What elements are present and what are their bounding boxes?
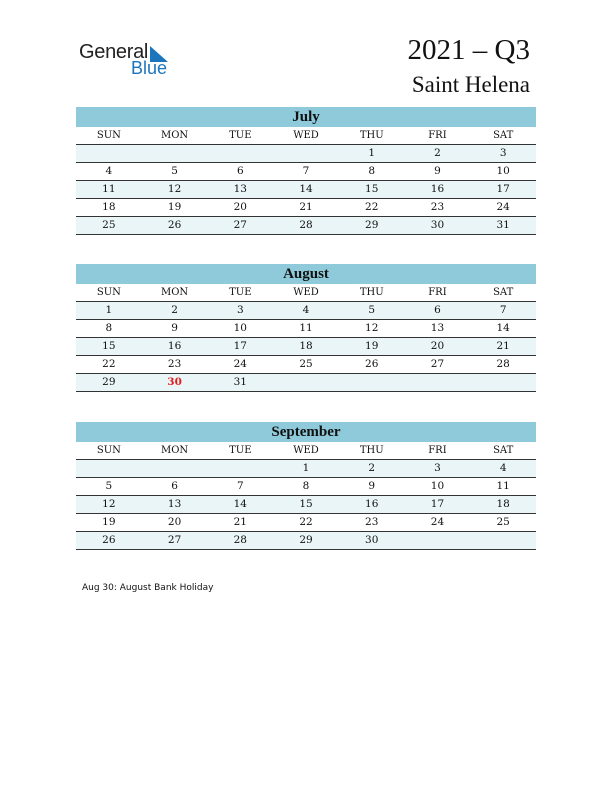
date-cell: 24	[233, 358, 247, 370]
date-cell: 23	[167, 358, 182, 370]
date-cell: 9	[368, 480, 376, 492]
date-cell	[273, 374, 339, 391]
weekday-label: MON	[160, 445, 189, 456]
date-cell: 25	[496, 516, 510, 528]
date-cell: 6	[434, 304, 441, 316]
date-cell: 31	[233, 376, 247, 388]
date-cell: 13	[233, 183, 247, 195]
weekday-label: SAT	[493, 445, 514, 456]
weekday-label: SAT	[493, 130, 514, 141]
date-cell: 7	[236, 480, 244, 492]
date-cell	[273, 145, 339, 162]
date-cell: 27	[233, 219, 247, 231]
weekday-label: MON	[160, 130, 189, 141]
week-row	[76, 145, 536, 163]
week-row	[76, 532, 536, 550]
week-row	[76, 338, 536, 356]
date-cell	[207, 460, 273, 477]
date-cell: 14	[233, 498, 247, 510]
holiday-date-cell: 30	[167, 376, 182, 388]
weekday-label: FRI	[428, 130, 447, 141]
date-cell	[470, 532, 536, 549]
date-cell: 18	[102, 201, 116, 213]
week-row	[76, 460, 536, 478]
date-cell: 4	[302, 304, 310, 316]
date-cell: 10	[430, 480, 445, 492]
date-cell: 16	[167, 340, 182, 352]
month-title: September	[76, 422, 536, 442]
date-cell: 19	[167, 201, 182, 213]
week-row	[76, 181, 536, 199]
weekday-label: THU	[359, 130, 384, 141]
date-cell: 14	[496, 322, 510, 334]
weekday-label: TUE	[229, 445, 252, 456]
date-cell: 1	[368, 147, 376, 159]
date-cell	[142, 145, 208, 162]
date-cell: 30	[430, 219, 445, 231]
date-cell: 23	[430, 201, 445, 213]
date-cell: 26	[365, 358, 379, 370]
week-row	[76, 374, 536, 392]
weekday-label: FRI	[428, 445, 447, 456]
date-cell: 4	[499, 462, 507, 474]
date-cell: 18	[496, 498, 510, 510]
week-row	[76, 478, 536, 496]
week-row	[76, 356, 536, 374]
date-cell	[339, 374, 405, 391]
date-cell: 10	[496, 165, 510, 177]
date-cell: 25	[299, 358, 313, 370]
date-cell: 12	[167, 183, 182, 195]
date-cell: 27	[430, 358, 445, 370]
date-cell: 18	[299, 340, 313, 352]
date-cell: 19	[365, 340, 379, 352]
date-cell: 15	[102, 340, 116, 352]
date-cell	[142, 460, 208, 477]
date-cell: 7	[302, 165, 310, 177]
weekday-label: SUN	[96, 130, 121, 141]
date-cell: 15	[365, 183, 379, 195]
date-cell: 1	[105, 304, 113, 316]
date-cell: 9	[171, 322, 178, 334]
date-cell: 6	[236, 165, 244, 177]
brand-name-blue: Blue	[131, 58, 168, 78]
page-title: 2021 – Q3	[407, 34, 530, 66]
date-cell: 23	[365, 516, 379, 528]
date-cell: 7	[499, 304, 507, 316]
date-cell: 21	[233, 516, 247, 528]
date-cell: 29	[365, 219, 379, 231]
date-cell: 5	[105, 480, 113, 492]
brand-name-general: General	[79, 41, 149, 63]
week-row	[76, 496, 536, 514]
weekday-label: MON	[160, 287, 189, 298]
weekday-label: SAT	[493, 287, 514, 298]
date-cell: 29	[299, 534, 313, 546]
date-cell: 24	[430, 516, 445, 528]
date-cell: 8	[302, 480, 310, 492]
date-cell: 3	[236, 304, 244, 316]
date-cell: 16	[430, 183, 445, 195]
date-cell: 12	[365, 322, 379, 334]
holiday-notes	[82, 583, 213, 593]
date-cell: 27	[167, 534, 182, 546]
date-cell: 26	[167, 219, 182, 231]
weekday-header-row	[76, 127, 536, 145]
week-row	[76, 217, 536, 235]
date-cell: 21	[496, 340, 510, 352]
month-calendar-september	[76, 422, 536, 550]
weekday-label: TUE	[229, 130, 252, 141]
date-cell	[207, 145, 273, 162]
date-cell: 11	[496, 480, 510, 492]
weekday-label: TUE	[229, 287, 252, 298]
weekday-label: THU	[359, 287, 384, 298]
weekday-label: WED	[293, 130, 319, 141]
date-cell: 19	[102, 516, 116, 528]
date-cell: 3	[434, 462, 441, 474]
date-cell: 15	[299, 498, 313, 510]
weekday-label: WED	[293, 287, 319, 298]
weekday-label: FRI	[428, 287, 447, 298]
weekday-label: SUN	[96, 445, 121, 456]
date-cell: 17	[496, 183, 510, 195]
month-title: July	[76, 107, 536, 127]
weekday-label: THU	[359, 445, 384, 456]
date-cell: 28	[299, 219, 313, 231]
date-cell	[405, 532, 471, 549]
date-cell: 8	[105, 322, 113, 334]
date-cell: 3	[499, 147, 507, 159]
date-cell: 8	[368, 165, 376, 177]
date-cell: 13	[167, 498, 182, 510]
date-cell: 22	[102, 358, 116, 370]
weekday-label: WED	[293, 445, 319, 456]
date-cell: 1	[302, 462, 310, 474]
date-cell: 11	[299, 322, 313, 334]
week-row	[76, 514, 536, 532]
date-cell: 28	[496, 358, 510, 370]
date-cell: 31	[496, 219, 510, 231]
date-cell	[76, 145, 142, 162]
date-cell: 21	[299, 201, 313, 213]
page-subtitle: Saint Helena	[411, 72, 530, 97]
date-cell	[470, 374, 536, 391]
date-cell: 12	[102, 498, 116, 510]
date-cell: 29	[102, 376, 116, 388]
date-cell: 6	[171, 480, 178, 492]
date-cell: 11	[102, 183, 116, 195]
date-cell: 9	[434, 165, 441, 177]
date-cell: 28	[233, 534, 247, 546]
date-cell: 17	[233, 340, 247, 352]
week-row	[76, 163, 536, 181]
date-cell: 26	[102, 534, 116, 546]
week-row	[76, 199, 536, 217]
date-cell: 16	[365, 498, 379, 510]
date-cell: 2	[434, 147, 441, 159]
date-cell: 25	[102, 219, 116, 231]
brand-logo	[79, 41, 179, 81]
date-cell: 4	[105, 165, 113, 177]
weekday-header-row	[76, 284, 536, 302]
date-cell: 17	[430, 498, 445, 510]
date-cell	[76, 460, 142, 477]
date-cell: 20	[430, 340, 445, 352]
date-cell: 14	[299, 183, 313, 195]
date-cell: 5	[368, 304, 376, 316]
date-cell: 30	[365, 534, 379, 546]
month-title: August	[76, 264, 536, 284]
month-calendar-august	[76, 264, 536, 392]
date-cell: 5	[171, 165, 178, 177]
date-cell: 20	[167, 516, 182, 528]
date-cell: 13	[430, 322, 445, 334]
holiday-note: Aug 30: August Bank Holiday	[82, 583, 214, 593]
date-cell: 2	[368, 462, 376, 474]
date-cell: 20	[233, 201, 247, 213]
date-cell: 24	[496, 201, 510, 213]
date-cell: 10	[233, 322, 247, 334]
weekday-header-row	[76, 442, 536, 460]
date-cell: 22	[299, 516, 313, 528]
week-row	[76, 320, 536, 338]
weekday-label: SUN	[96, 287, 121, 298]
week-row	[76, 302, 536, 320]
date-cell: 22	[365, 201, 379, 213]
date-cell: 2	[171, 304, 178, 316]
month-calendar-july	[76, 107, 536, 235]
date-cell	[405, 374, 471, 391]
